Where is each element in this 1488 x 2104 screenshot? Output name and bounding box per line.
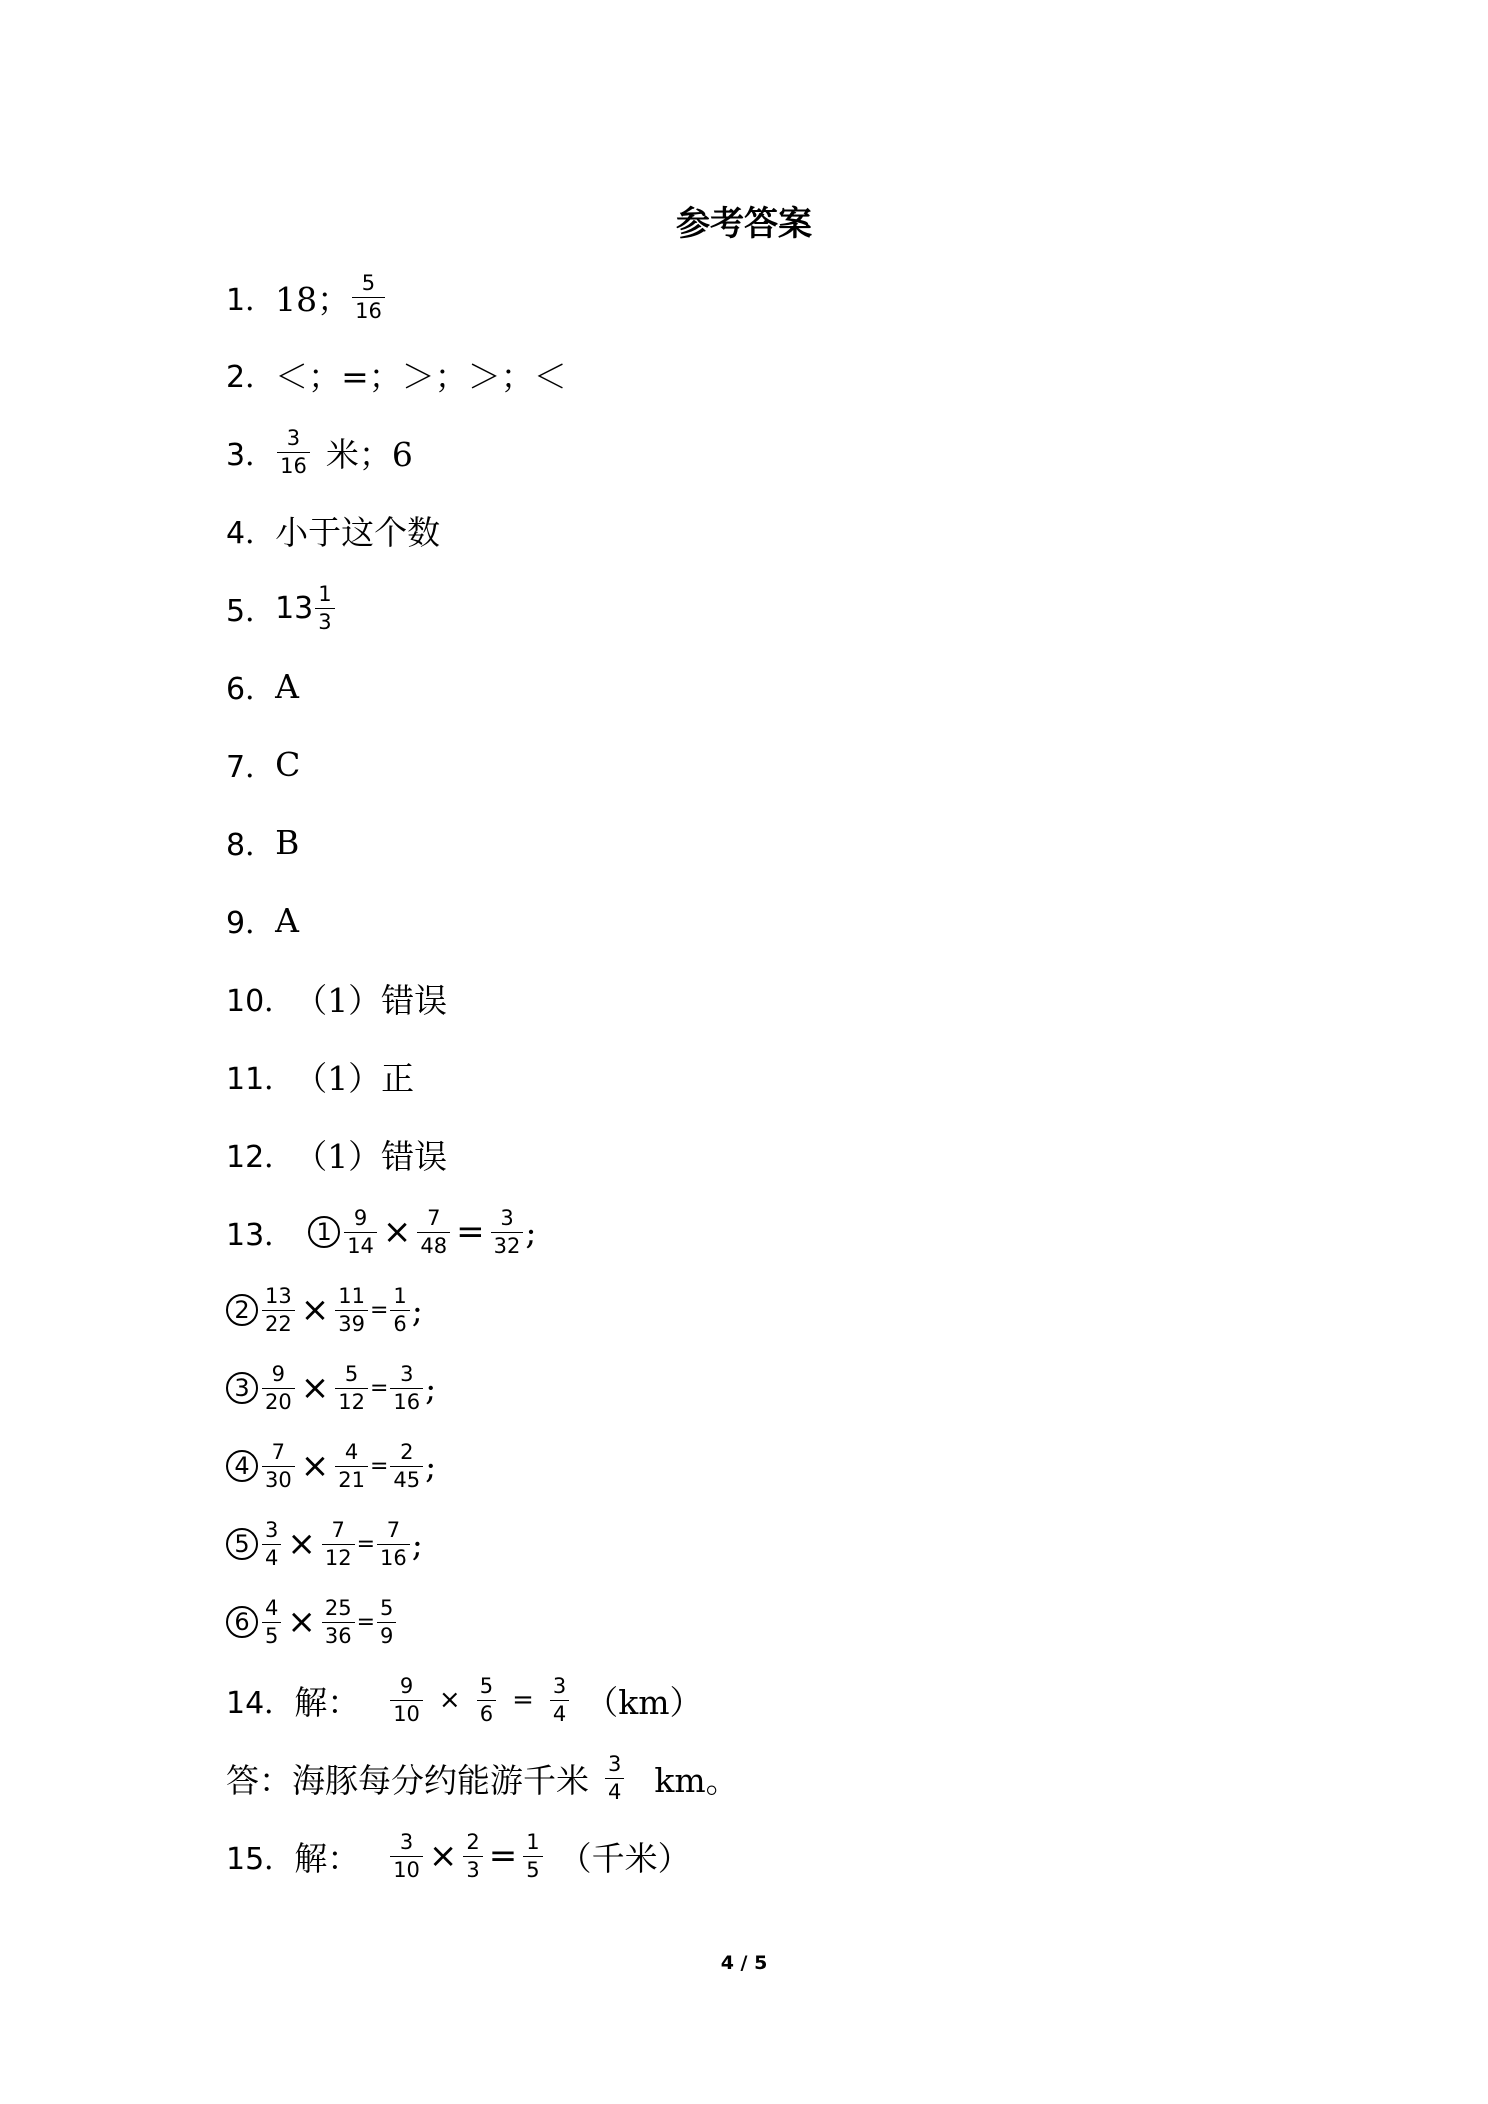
answer-15 xyxy=(226,1824,691,1888)
item-number: 13． xyxy=(226,1218,295,1253)
fraction xyxy=(477,1673,496,1726)
fraction-bar xyxy=(262,1622,281,1623)
fraction xyxy=(377,1595,396,1648)
fraction-bar xyxy=(491,1232,524,1233)
fraction-bar xyxy=(322,1544,355,1545)
fraction xyxy=(322,1517,355,1570)
semicolon: ; xyxy=(425,1446,437,1486)
fraction xyxy=(390,1361,423,1414)
numerator: 11 xyxy=(338,1283,365,1308)
fraction xyxy=(262,1283,295,1336)
item-number: 3． xyxy=(226,438,276,473)
fraction-bar xyxy=(523,1856,542,1857)
fraction-bar xyxy=(277,452,310,453)
answer-4 xyxy=(226,498,440,562)
equals-sign: = xyxy=(356,1531,376,1557)
numerator: 3 xyxy=(286,425,301,450)
fraction xyxy=(352,270,385,323)
denominator: 45 xyxy=(393,1467,421,1492)
item-number: 5． xyxy=(226,594,276,629)
times-sign: × xyxy=(300,1290,330,1330)
denominator: 16 xyxy=(280,453,307,478)
denominator: 16 xyxy=(355,298,382,323)
fraction xyxy=(417,1205,450,1258)
answer-13-5 xyxy=(226,1512,423,1576)
item-number: 6． xyxy=(226,672,276,707)
denominator: 12 xyxy=(338,1389,365,1414)
denominator: 22 xyxy=(265,1311,292,1336)
fraction-bar xyxy=(335,1388,368,1389)
fraction-bar xyxy=(390,1388,423,1389)
fraction xyxy=(315,581,334,634)
denominator: 4 xyxy=(265,1545,279,1570)
numerator: 3 xyxy=(500,1205,514,1230)
denominator: 3 xyxy=(466,1857,480,1882)
denominator: 48 xyxy=(420,1233,448,1258)
answer-text: C xyxy=(275,744,301,784)
answer-text: B xyxy=(275,822,300,862)
item-number: 1． xyxy=(226,283,276,318)
fraction xyxy=(463,1829,482,1882)
answer-13-2 xyxy=(226,1278,423,1342)
fraction xyxy=(523,1829,542,1882)
whole-number: 13 xyxy=(275,590,314,626)
numerator: 25 xyxy=(324,1595,352,1620)
numerator: 5 xyxy=(479,1673,494,1698)
times-sign: × xyxy=(428,1836,458,1876)
fraction-bar xyxy=(390,1466,423,1467)
answer-12 xyxy=(226,1122,447,1186)
fraction xyxy=(335,1283,368,1336)
numerator: 1 xyxy=(393,1283,407,1308)
page-title: 参考答案 xyxy=(676,204,812,244)
times-sign: × xyxy=(300,1368,330,1408)
item-number: 14． xyxy=(226,1686,295,1721)
denominator: 4 xyxy=(552,1701,567,1726)
denominator: 20 xyxy=(265,1389,292,1414)
item-number: 8． xyxy=(226,828,276,863)
answer-text: A xyxy=(275,900,299,940)
fraction-bar xyxy=(463,1856,482,1857)
numerator: 7 xyxy=(331,1517,345,1542)
circled-number: 1 xyxy=(308,1216,340,1248)
times-sign: × xyxy=(382,1212,412,1252)
denominator: 32 xyxy=(493,1233,521,1258)
item-number: 10． xyxy=(226,984,295,1019)
equals-sign: = xyxy=(456,1212,485,1252)
fraction-bar xyxy=(377,1622,396,1623)
fraction xyxy=(335,1361,368,1414)
denominator: 30 xyxy=(265,1467,292,1492)
semicolon: ; xyxy=(411,1290,423,1330)
fraction-bar xyxy=(315,608,334,609)
answer-2 xyxy=(226,342,567,406)
fraction-bar xyxy=(417,1232,450,1233)
numerator: 3 xyxy=(552,1673,567,1698)
fraction-bar xyxy=(477,1700,496,1701)
numerator: 3 xyxy=(608,1751,622,1776)
fraction-bar xyxy=(390,1700,423,1701)
answer-9 xyxy=(226,888,299,952)
answer-text: （1）错误 xyxy=(294,1136,448,1176)
circled-number: 2 xyxy=(226,1294,258,1326)
fraction-bar xyxy=(335,1310,368,1311)
numerator: 7 xyxy=(271,1439,286,1464)
fraction-bar xyxy=(390,1856,423,1857)
times-sign: × xyxy=(287,1602,316,1642)
item-number: 2． xyxy=(226,360,276,395)
denominator: 5 xyxy=(265,1623,279,1648)
times-sign: × xyxy=(300,1446,330,1486)
numerator: 5 xyxy=(361,270,376,295)
numerator: 1 xyxy=(318,581,332,606)
fraction-bar xyxy=(550,1700,569,1701)
fraction xyxy=(550,1673,569,1726)
answer-14-conclusion xyxy=(226,1746,739,1810)
denominator: 10 xyxy=(393,1701,420,1726)
fraction xyxy=(262,1595,281,1648)
item-number: 12． xyxy=(226,1140,295,1175)
answer-text: （1）错误 xyxy=(294,980,448,1020)
denominator: 9 xyxy=(380,1623,394,1648)
answer-text: A xyxy=(275,666,299,706)
fraction xyxy=(322,1595,355,1648)
denominator: 3 xyxy=(318,609,332,634)
numerator: 5 xyxy=(344,1361,359,1386)
numerator: 13 xyxy=(265,1283,292,1308)
answer-10 xyxy=(226,966,447,1030)
numerator: 3 xyxy=(399,1829,414,1854)
answer-text: 米；6 xyxy=(325,434,413,474)
equals-sign: = xyxy=(369,1375,389,1401)
fraction xyxy=(262,1439,295,1492)
item-number: 15． xyxy=(226,1842,295,1877)
numerator: 7 xyxy=(427,1205,441,1230)
answer-text: 小于这个数 xyxy=(275,512,441,552)
solution-label: 解： xyxy=(294,1682,361,1722)
denominator: 16 xyxy=(393,1389,421,1414)
answer-13-4 xyxy=(226,1434,436,1498)
answer-13-3 xyxy=(226,1356,436,1420)
item-number: 9． xyxy=(226,906,276,941)
equals-sign: = xyxy=(356,1609,376,1635)
answer-text: 18； xyxy=(275,279,351,319)
denominator: 10 xyxy=(393,1857,420,1882)
fraction-bar xyxy=(262,1388,295,1389)
denominator: 21 xyxy=(338,1467,365,1492)
fraction xyxy=(390,1283,409,1336)
answer-text: （1）正 xyxy=(294,1058,415,1098)
equals-sign: = xyxy=(369,1453,389,1479)
times-sign: × xyxy=(287,1524,316,1564)
answer-13-1 xyxy=(226,1200,537,1264)
answer-1 xyxy=(226,265,387,329)
answer-5 xyxy=(226,576,337,640)
numerator: 9 xyxy=(353,1205,368,1230)
answer-13-6 xyxy=(226,1590,398,1654)
item-number: 11． xyxy=(226,1062,295,1097)
item-number: 4． xyxy=(226,516,276,551)
numerator: 9 xyxy=(399,1673,414,1698)
numerator: 4 xyxy=(265,1595,279,1620)
denominator: 6 xyxy=(479,1701,494,1726)
semicolon: ; xyxy=(411,1524,423,1564)
page-number: 4 / 5 xyxy=(720,1952,768,1974)
semicolon: ; xyxy=(425,1368,437,1408)
fraction-bar xyxy=(344,1232,377,1233)
equals-sign: = xyxy=(488,1836,518,1876)
equals-sign: = xyxy=(512,1685,534,1715)
answer-14 xyxy=(226,1668,703,1732)
fraction xyxy=(277,425,310,478)
unit-label: （km） xyxy=(585,1682,703,1722)
denominator: 39 xyxy=(338,1311,365,1336)
denominator: 14 xyxy=(347,1233,374,1258)
fraction-bar xyxy=(262,1544,281,1545)
circled-number: 6 xyxy=(226,1606,258,1638)
numerator: 2 xyxy=(466,1829,480,1854)
fraction-bar xyxy=(322,1622,355,1623)
numerator: 5 xyxy=(380,1595,394,1620)
fraction-bar xyxy=(605,1778,624,1779)
numerator: 7 xyxy=(386,1517,401,1542)
fraction xyxy=(390,1829,423,1882)
fraction xyxy=(377,1517,410,1570)
fraction xyxy=(390,1439,423,1492)
circled-number: 4 xyxy=(226,1450,258,1482)
denominator: 5 xyxy=(526,1857,540,1882)
solution-label: 解： xyxy=(294,1838,361,1878)
circled-number: 3 xyxy=(226,1372,258,1404)
fraction xyxy=(344,1205,377,1258)
numerator: 1 xyxy=(526,1829,540,1854)
numerator: 4 xyxy=(344,1439,359,1464)
unit-label: （千米） xyxy=(558,1838,691,1878)
fraction xyxy=(605,1751,624,1804)
equals-sign: = xyxy=(369,1297,389,1323)
denominator: 4 xyxy=(608,1779,622,1804)
denominator: 12 xyxy=(324,1545,352,1570)
times-sign: × xyxy=(438,1685,461,1715)
answer-8 xyxy=(226,810,299,874)
answer-text: 答：海豚每分约能游千米 xyxy=(226,1760,589,1800)
fraction-bar xyxy=(377,1544,410,1545)
fraction-bar xyxy=(262,1310,295,1311)
item-number: 7． xyxy=(226,750,276,785)
answer-unit: km。 xyxy=(654,1760,739,1800)
answer-text: ＜；=；＞；＞；＜ xyxy=(275,356,567,396)
answer-11 xyxy=(226,1044,414,1108)
fraction xyxy=(491,1205,524,1258)
fraction-bar xyxy=(335,1466,368,1467)
numerator: 3 xyxy=(400,1361,414,1386)
circled-number: 5 xyxy=(226,1528,258,1560)
semicolon: ; xyxy=(525,1212,537,1252)
numerator: 3 xyxy=(265,1517,279,1542)
denominator: 36 xyxy=(324,1623,352,1648)
fraction-bar xyxy=(262,1466,295,1467)
denominator: 6 xyxy=(393,1311,407,1336)
fraction-bar xyxy=(352,297,385,298)
answer-7 xyxy=(226,732,300,796)
numerator: 2 xyxy=(400,1439,414,1464)
numerator: 9 xyxy=(271,1361,286,1386)
fraction xyxy=(262,1361,295,1414)
answer-3 xyxy=(226,420,413,484)
fraction xyxy=(262,1517,281,1570)
fraction-bar xyxy=(390,1310,409,1311)
fraction xyxy=(390,1673,423,1726)
fraction xyxy=(335,1439,368,1492)
denominator: 16 xyxy=(380,1545,407,1570)
answer-6 xyxy=(226,654,299,718)
